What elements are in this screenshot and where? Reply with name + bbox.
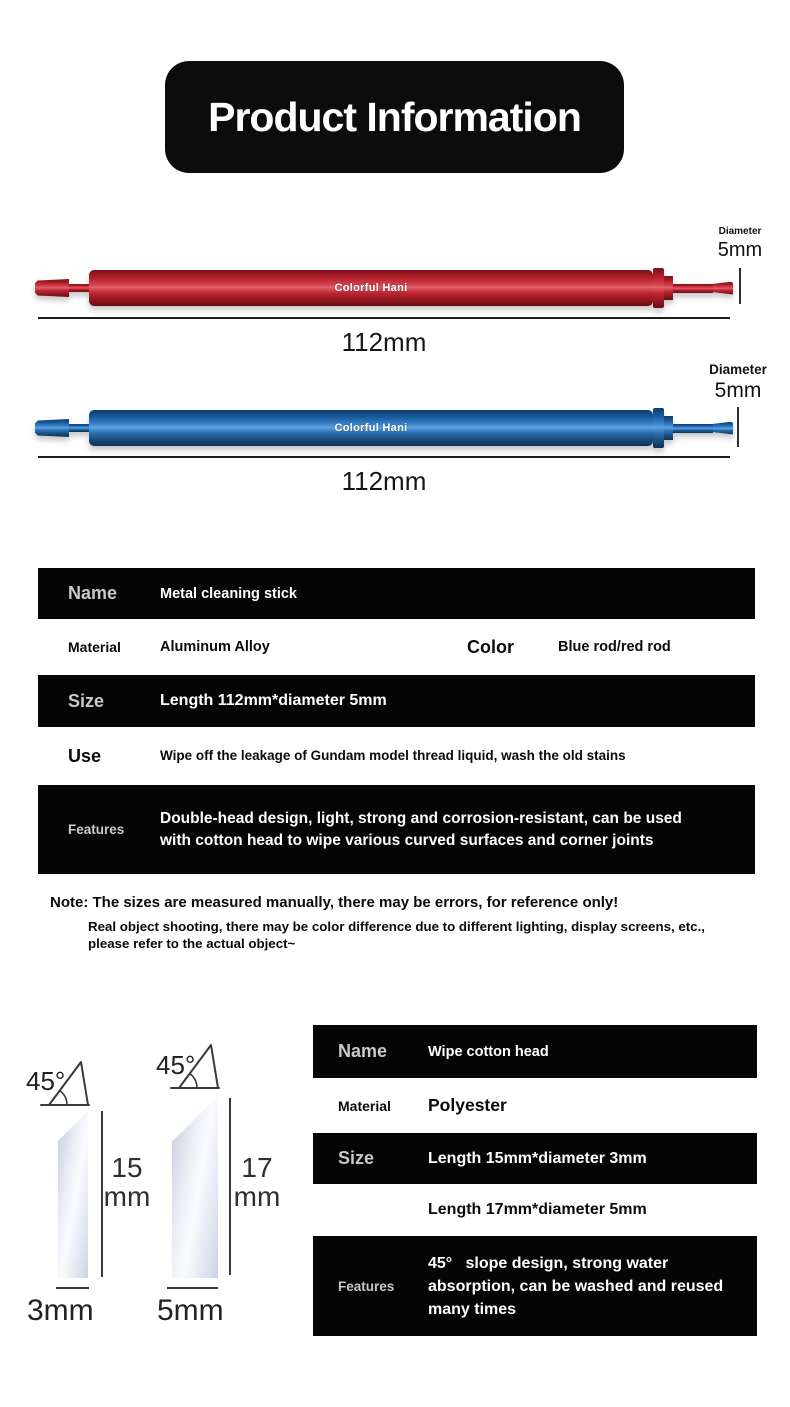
length-dimension-line	[38, 317, 730, 319]
diameter-annotation	[703, 226, 777, 304]
row-label: Features	[338, 1278, 395, 1294]
length-number: 15	[111, 1152, 143, 1183]
row-value: Metal cleaning stick	[160, 585, 297, 602]
cotton-head-small	[58, 1111, 88, 1278]
blue-rod-photo	[35, 407, 733, 449]
row-label: Size	[68, 690, 105, 711]
rod-step	[664, 416, 673, 440]
table-row-features	[38, 785, 755, 874]
brand-label: Colorful Hani	[334, 282, 408, 294]
diameter-tick-line	[739, 268, 741, 304]
page-title: Product Information	[208, 93, 581, 140]
row-value: Polyester	[428, 1095, 507, 1115]
table-row-name	[38, 568, 755, 619]
row-label: Size	[338, 1148, 375, 1168]
row-value: Length 112mm*diameter 5mm	[160, 692, 387, 709]
diameter-annotation	[699, 362, 777, 447]
rod-ring	[653, 408, 664, 448]
page-title-banner	[165, 61, 624, 173]
row-value: Length 15mm*diameter 3mm	[428, 1149, 647, 1167]
table-row-material-color	[38, 619, 755, 675]
rod-tip-left	[35, 419, 69, 437]
row-value: Length 17mm*diameter 5mm	[428, 1201, 647, 1218]
table-row-size	[38, 675, 755, 727]
row-value: 45° slope design, strong water absorption, can be washed and reused many times	[428, 1254, 728, 1318]
cotton-head-spec-table	[313, 1025, 757, 1336]
row-label: Features	[68, 822, 125, 837]
table-row-size	[313, 1133, 757, 1184]
red-rod-photo	[35, 267, 733, 309]
rod-pin-left	[69, 284, 89, 292]
rod-step	[664, 276, 673, 300]
row-value: Wipe cotton head	[428, 1043, 549, 1060]
diameter-label: 3mm	[27, 1294, 94, 1327]
length-label: 112mm	[341, 466, 427, 496]
note-line-2	[88, 919, 705, 952]
note-line-1: Note: The sizes are measured manually, there may be errors, for reference only!	[50, 894, 619, 911]
diameter-value: 5mm	[714, 379, 762, 402]
angle-triangle-icon	[170, 1042, 220, 1090]
row-label: Material	[338, 1097, 391, 1114]
row-label: Material	[68, 639, 121, 655]
diameter-value: 5mm	[717, 239, 763, 261]
rod-body	[89, 410, 653, 446]
length-label	[102, 1153, 152, 1211]
table-row-features	[313, 1236, 757, 1336]
row-label: Name	[338, 1041, 388, 1061]
length-label	[231, 1153, 283, 1211]
angle-label: 45°	[26, 1066, 66, 1096]
cotton-head-large	[172, 1096, 218, 1278]
table-row-material	[313, 1078, 757, 1133]
length-dimension-line	[38, 456, 730, 458]
diameter-label: 5mm	[157, 1294, 224, 1327]
row-value: Aluminum Alloy	[160, 639, 270, 655]
row-value: Double-head design, light, strong and corrosion-resistant, can be used with cotton head to wipe various curved surfaces and corner joints	[160, 809, 687, 849]
note-line-2b: please refer to the actual object~	[88, 935, 296, 951]
rod-body	[89, 270, 653, 306]
length-number: 17	[241, 1152, 273, 1183]
brand-label: Colorful Hani	[334, 422, 408, 434]
angle-triangle-icon	[40, 1059, 90, 1107]
diameter-label: Diameter	[709, 362, 767, 377]
length-unit: mm	[103, 1181, 151, 1212]
diameter-tick-line	[737, 407, 739, 447]
row-value-color: Blue rod/red rod	[558, 639, 671, 655]
metal-stick-spec-table	[38, 568, 755, 874]
note-line-2a: Real object shooting, there may be color difference due to different lighting, display screens, etc.,	[88, 919, 705, 934]
diameter-dimension-line	[167, 1287, 218, 1289]
row-label-color: Color	[467, 636, 514, 657]
length-label: 112mm	[341, 327, 427, 357]
diameter-label: Diameter	[718, 226, 762, 237]
diameter-dimension-line	[56, 1287, 89, 1289]
table-row-use	[38, 727, 755, 785]
length-unit: mm	[233, 1181, 281, 1212]
rod-tip-left	[35, 279, 69, 297]
angle-label: 45°	[156, 1050, 196, 1080]
rod-pin-left	[69, 424, 89, 432]
rod-ring	[653, 268, 664, 308]
table-row-name	[313, 1025, 757, 1078]
row-value: Wipe off the leakage of Gundam model thread liquid, wash the old stains	[160, 748, 626, 764]
table-row-size-2	[313, 1184, 757, 1236]
row-label: Use	[68, 745, 102, 766]
row-label: Name	[68, 583, 118, 603]
